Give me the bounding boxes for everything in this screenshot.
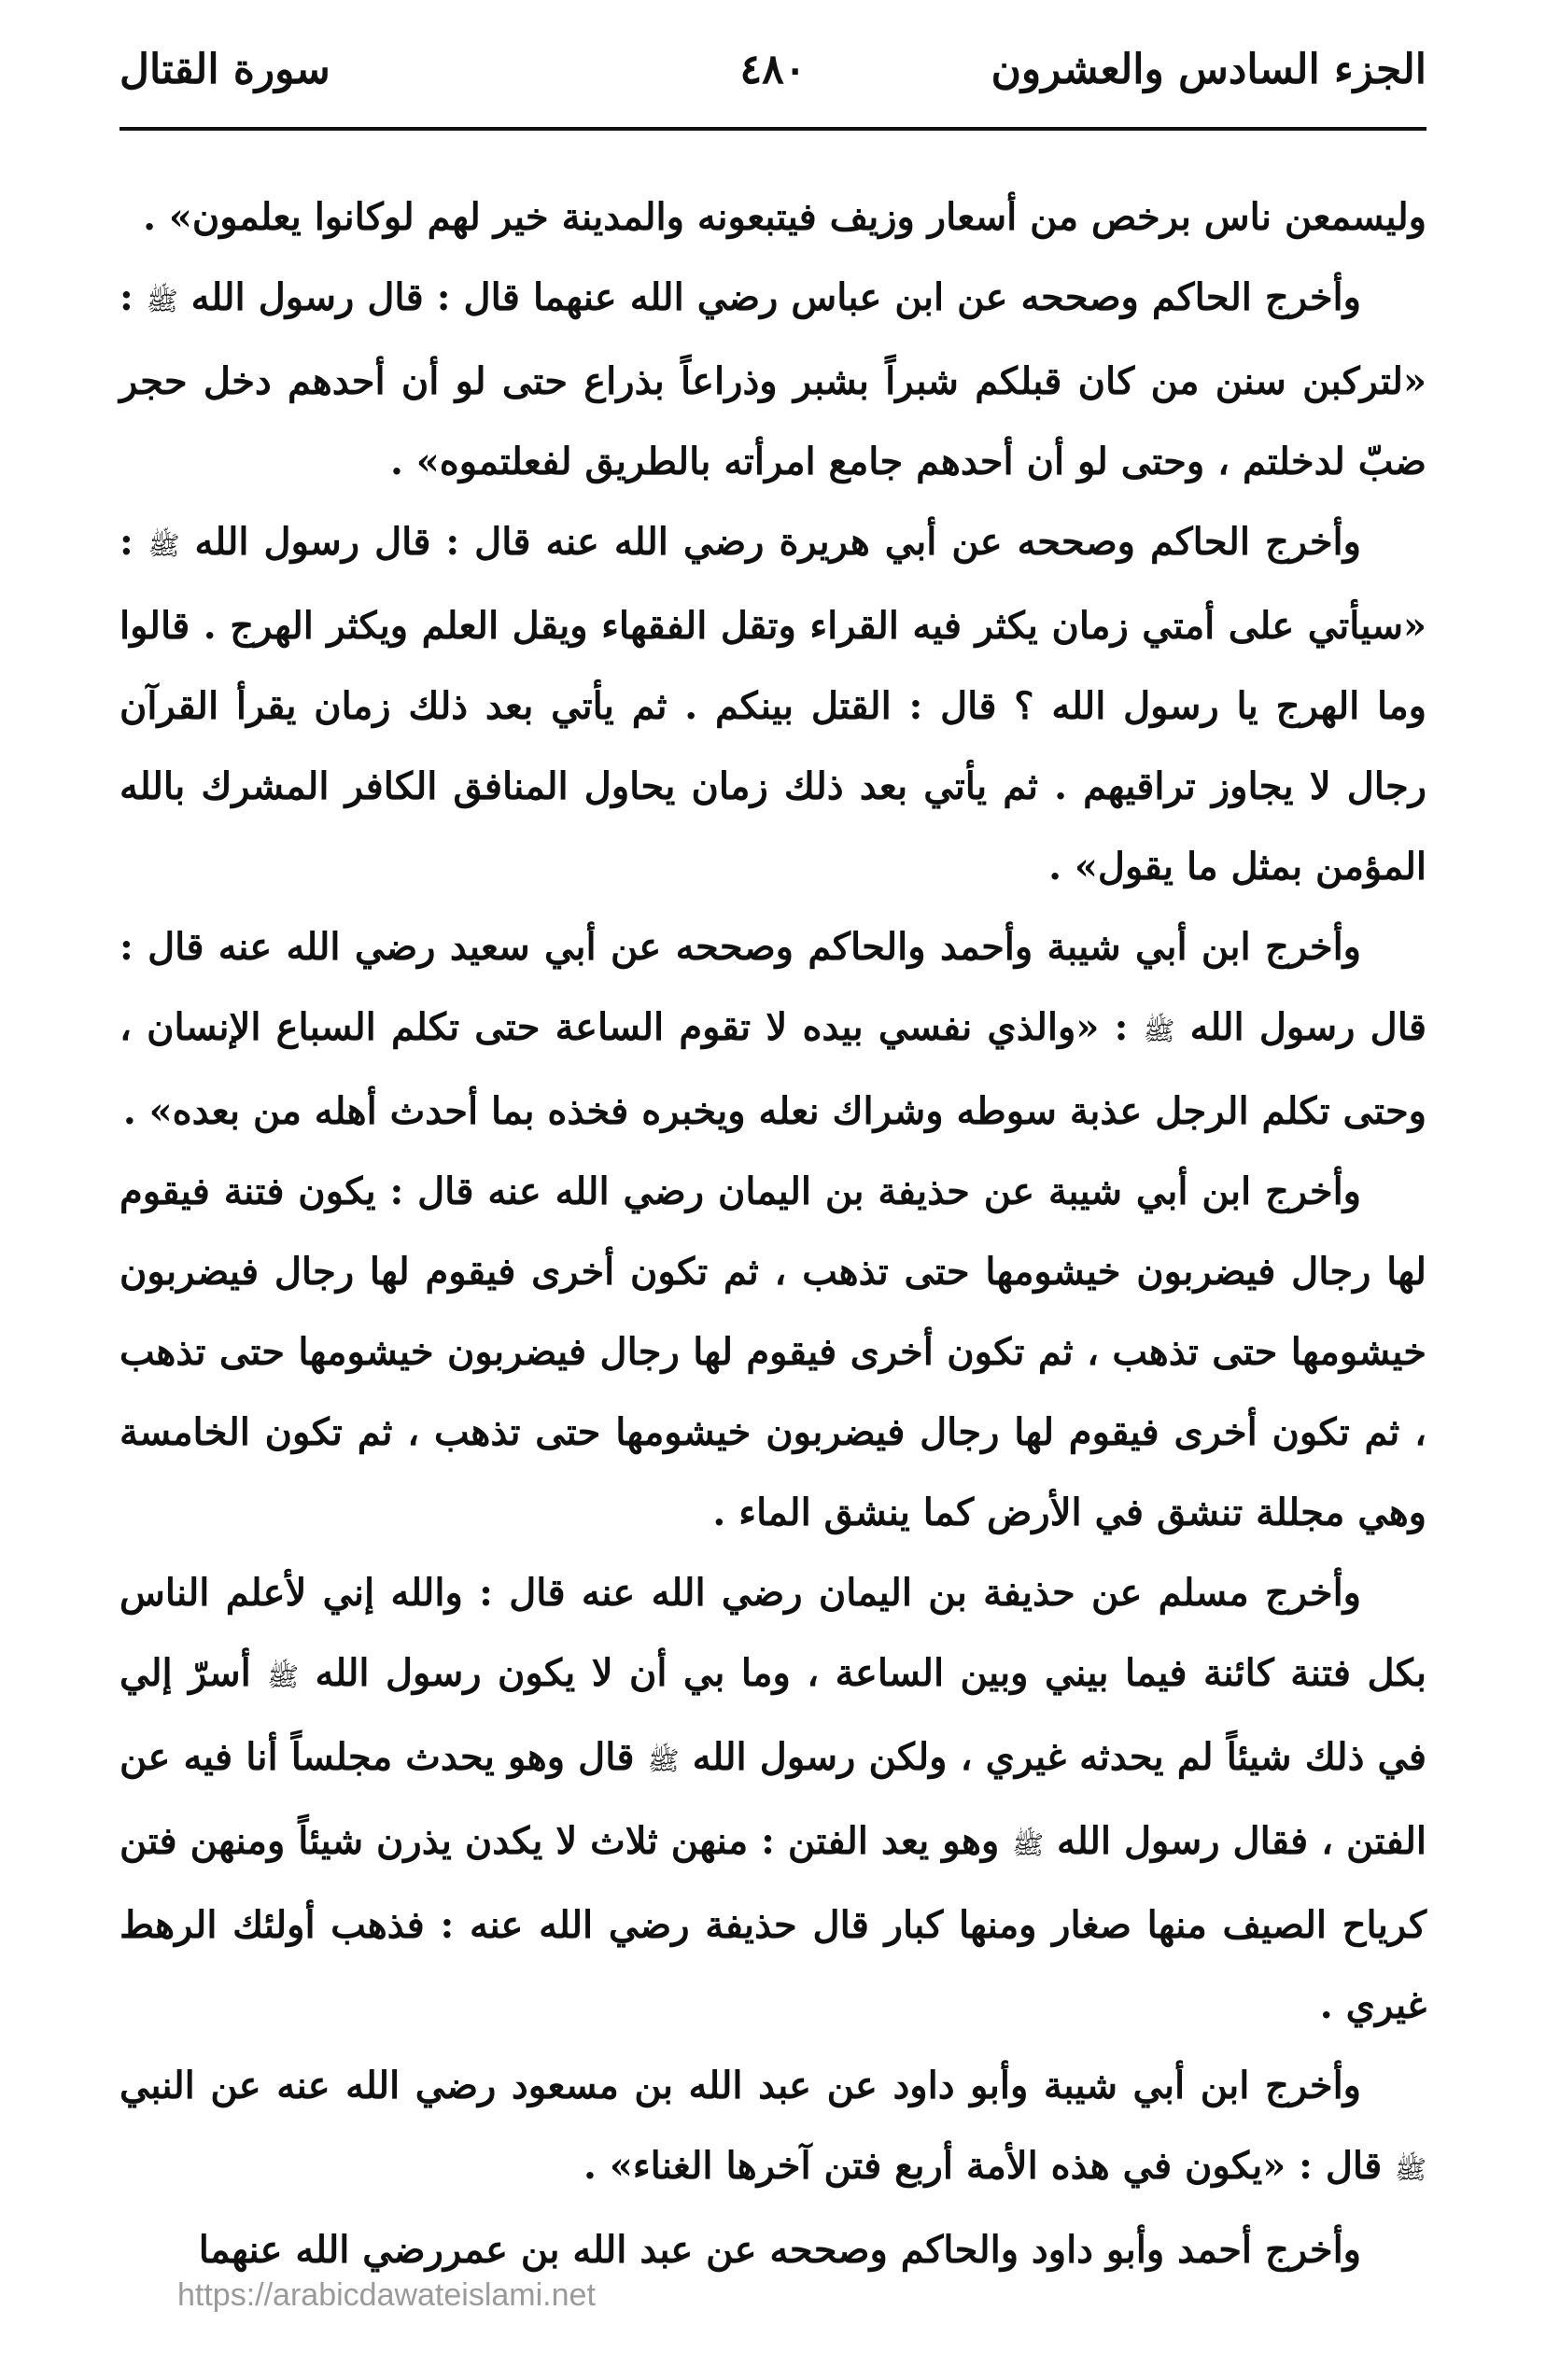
- paragraph-text: وأخرج الحاكم وصححه عن أبي هريرة رضي الله عنه قال : قال رسول الله: [179, 520, 1361, 564]
- salawat-glyph: ﷺ: [148, 530, 180, 561]
- paragraph-text: : «لتركبن سنن من كان قبلكم شبراً بشبر وذراعاً بذراع حتى لو أن أحدهم دخل حجر ضبّ لدخلتم ، وحتى لو أن أحدهم جامع امرأته بالطريق لفعلتموه» .: [119, 275, 1427, 483]
- paragraph: [119, 502, 1427, 907]
- part-title: الجزء السادس والعشرون: [991, 46, 1427, 93]
- paragraph-text: أسرّ إلي في ذلك شيئاً لم يحدثه غيري ، ولكن رسول الله: [119, 1651, 1427, 1779]
- header-divider: [119, 127, 1427, 131]
- paragraph-text: : «والذي نفسي بيده لا تقوم الساعة حتى تكلم السباع الإنسان ، وحتى تكلم الرجل عذبة سوطه وشراك نعله ويخبره فخذه بما أحدث أهله من بعده» .: [119, 1005, 1427, 1133]
- page-header: [119, 37, 1427, 103]
- paragraph-text: : «سيأتي على أمتي زمان يكثر فيه القراء وتقل الفقهاء ويقل العلم ويكثر الهرج . قالوا وما الهرج يا رسول الله ؟ قال : القتل بينكم . ثم يأتي بعد ذلك زمان يقرأ القرآن رجال لا يجاوز تراقيهم . ثم يأتي بعد ذلك زمان يحاول المنافق الكافر المشرك بالله المؤمن بمثل ما يقول» .: [119, 520, 1427, 889]
- salawat-glyph: ﷺ: [267, 1661, 300, 1692]
- page-body: [119, 177, 1427, 2290]
- paragraph-text: وأخرج مسلم عن حذيفة بن اليمان رضي الله عنه قال : والله إني لأعلم الناس بكل فتنة كائنة فيما بيني وبين الساعة ، وما بي أن لا يكون رسول الله: [119, 1571, 1427, 1695]
- book-page: [119, 37, 1427, 2352]
- watermark-text: https://arabicdawateislami.net: [177, 2277, 596, 2313]
- surah-title: سورة القتال: [119, 46, 330, 93]
- salawat-glyph: ﷺ: [647, 1745, 680, 1776]
- paragraph-text: وأخرج الحاكم وصححه عن ابن عباس رضي الله عنهما قال : قال رسول الله: [177, 275, 1361, 319]
- salawat-glyph: ﷺ: [1012, 1829, 1045, 1860]
- paragraph: [119, 2046, 1427, 2210]
- page-number: ٤٨٠: [739, 46, 807, 93]
- paragraph-text: وأخرج ابن أبي شيبة عن حذيفة بن اليمان رضي الله عنه قال : يكون فتنة فيقوم لها رجال فيضربون خيشومها حتى تذهب ، ثم تكون أخرى فيقوم لها رجال فيضربون خيشومها حتى تذهب ، ثم تكون أخرى فيقوم لها رجال فيضربون خيشومها حتى تذهب ، ثم تكون أخرى فيقوم لها رجال فيضربون خيشومها حتى تذهب ، ثم تكون الخامسة وهي مجللة تنشق في الأرض كما ينشق الماء .: [119, 1169, 1427, 1534]
- paragraph-text: وليسمعن ناس برخص من أسعار وزيف فيتبعونه والمدينة خير لهم لوكانوا يعلمون» .: [143, 195, 1427, 239]
- paragraph: [119, 1152, 1427, 1553]
- paragraph-text: وأخرج أحمد وأبو داود والحاكم وصححه عن عبد الله بن عمررضي الله عنهما: [198, 2228, 1361, 2272]
- paragraph: [119, 1553, 1427, 2046]
- paragraph-text: وأخرج ابن أبي شيبة وأحمد والحاكم وصححه عن أبي سعيد رضي الله عنه قال : قال رسول الله: [119, 925, 1427, 1049]
- paragraph-text: قال : «يكون في هذه الأمة أربع فتن آخرها الغناء» .: [583, 2144, 1396, 2188]
- paragraph: [119, 258, 1427, 502]
- salawat-glyph: ﷺ: [1143, 1015, 1175, 1046]
- paragraph: [119, 907, 1427, 1152]
- paragraph-text: قال وهو يحدث مجلساً أنا فيه عن الفتن ، فقال رسول الله: [119, 1735, 1427, 1863]
- paragraph-text: وهو يعد الفتن : منهن ثلاث لا يكدن يذرن شيئاً ومنهن فتن كرياح الصيف منها صغار ومنها كبار قال حذيفة رضي الله عنه : فذهب أولئك الرهط غيري .: [119, 1819, 1427, 2027]
- paragraph-text: وأخرج ابن أبي شيبة وأبو داود عن عبد الله بن مسعود رضي الله عنه عن النبي: [119, 2064, 1361, 2107]
- salawat-glyph: ﷺ: [1395, 2154, 1427, 2185]
- paragraph: [119, 177, 1427, 258]
- salawat-glyph: ﷺ: [146, 286, 178, 316]
